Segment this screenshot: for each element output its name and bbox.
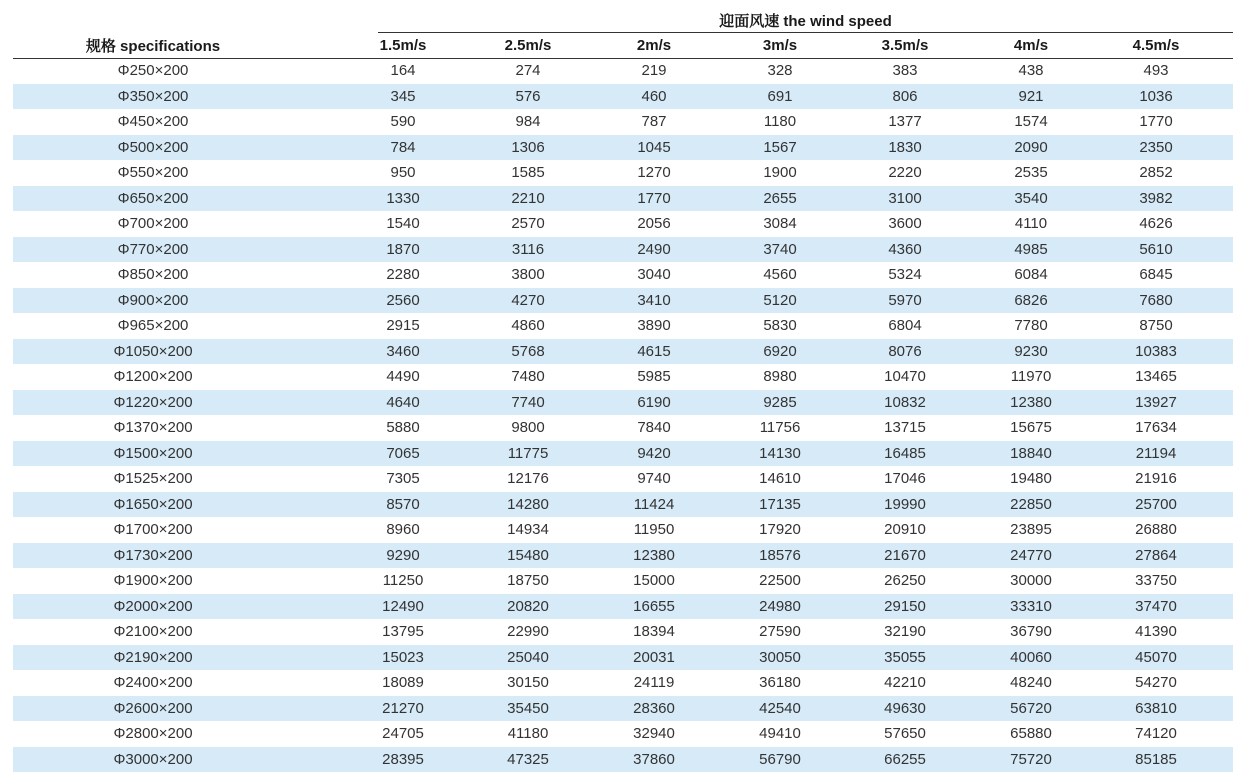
value-cell: 12490 (382, 597, 424, 615)
value-cell: 950 (390, 164, 416, 182)
value-cell: 24980 (759, 597, 801, 615)
value-cell: 49410 (759, 725, 801, 743)
table-row (13, 721, 1233, 747)
value-cell: 41180 (507, 725, 549, 743)
value-cell: 984 (515, 113, 541, 131)
value-cell: 27590 (759, 623, 801, 641)
value-cell: 345 (390, 87, 416, 105)
value-cell: 1270 (637, 164, 671, 182)
spec-cell: Φ1500×200 (113, 444, 193, 462)
column-header: 2m/s (636, 36, 672, 54)
value-cell: 85185 (1135, 750, 1177, 768)
value-cell: 14934 (507, 521, 549, 539)
value-cell: 14610 (759, 470, 801, 488)
value-cell: 1574 (1014, 113, 1048, 131)
spec-cell: Φ1700×200 (113, 521, 193, 539)
value-cell: 19480 (1010, 470, 1052, 488)
value-cell: 3410 (637, 291, 671, 309)
value-cell: 14280 (507, 495, 549, 513)
value-cell: 26250 (884, 572, 926, 590)
value-cell: 1770 (637, 189, 671, 207)
spec-cell: Φ1900×200 (113, 572, 193, 590)
value-cell: 493 (1143, 62, 1169, 80)
value-cell: 33310 (1010, 597, 1052, 615)
value-cell: 54270 (1135, 674, 1177, 692)
value-cell: 4560 (763, 266, 797, 284)
value-cell: 29150 (884, 597, 926, 615)
value-cell: 9290 (386, 546, 420, 564)
value-cell: 21270 (382, 699, 424, 717)
value-cell: 17634 (1135, 419, 1177, 437)
value-cell: 18840 (1010, 444, 1052, 462)
value-cell: 30050 (759, 648, 801, 666)
value-cell: 8750 (1139, 317, 1173, 335)
value-cell: 1870 (386, 240, 420, 258)
value-cell: 576 (515, 87, 541, 105)
value-cell: 15000 (633, 572, 675, 590)
value-cell: 25700 (1135, 495, 1177, 513)
spec-cell: Φ1220×200 (113, 393, 193, 411)
value-cell: 9420 (637, 444, 671, 462)
value-cell: 4490 (386, 368, 420, 386)
value-cell: 18394 (633, 623, 675, 641)
value-cell: 42210 (884, 674, 926, 692)
value-cell: 22850 (1010, 495, 1052, 513)
spec-cell: Φ250×200 (117, 62, 189, 80)
table-row (13, 211, 1233, 237)
value-cell: 8980 (763, 368, 797, 386)
value-cell: 6845 (1139, 266, 1173, 284)
value-cell: 18750 (507, 572, 549, 590)
value-cell: 30150 (507, 674, 549, 692)
table-row (13, 237, 1233, 263)
value-cell: 32190 (884, 623, 926, 641)
value-cell: 1770 (1139, 113, 1173, 131)
column-header: 3.5m/s (881, 36, 929, 54)
value-cell: 9800 (511, 419, 545, 437)
value-cell: 26880 (1135, 521, 1177, 539)
table-row (13, 415, 1233, 441)
value-cell: 15480 (507, 546, 549, 564)
value-cell: 35055 (884, 648, 926, 666)
value-cell: 1585 (511, 164, 545, 182)
value-cell: 20910 (884, 521, 926, 539)
column-header: 2.5m/s (504, 36, 552, 54)
value-cell: 11756 (759, 419, 801, 437)
wind-speed-group-header: 迎面风速 the wind speed (719, 12, 892, 30)
value-cell: 11970 (1010, 368, 1052, 386)
spec-cell: Φ2400×200 (113, 674, 193, 692)
value-cell: 25040 (507, 648, 549, 666)
table-row (13, 594, 1233, 620)
value-cell: 8076 (888, 342, 922, 360)
table-body (13, 58, 1233, 772)
value-cell: 2852 (1139, 164, 1173, 182)
value-cell: 2915 (386, 317, 420, 335)
value-cell: 11424 (633, 495, 675, 513)
value-cell: 460 (641, 87, 667, 105)
value-cell: 1045 (637, 138, 671, 156)
value-cell: 2570 (511, 215, 545, 233)
table-row (13, 696, 1233, 722)
value-cell: 2090 (1014, 138, 1048, 156)
value-cell: 4985 (1014, 240, 1048, 258)
value-cell: 21194 (1135, 444, 1177, 462)
value-cell: 17920 (759, 521, 801, 539)
value-cell: 13927 (1135, 393, 1177, 411)
table-row (13, 441, 1233, 467)
spec-cell: Φ3000×200 (113, 750, 193, 768)
value-cell: 33750 (1135, 572, 1177, 590)
spec-cell: Φ2190×200 (113, 648, 193, 666)
spec-cell: Φ550×200 (117, 164, 189, 182)
table-row (13, 543, 1233, 569)
value-cell: 5970 (888, 291, 922, 309)
value-cell: 15023 (382, 648, 424, 666)
value-cell: 7780 (1014, 317, 1048, 335)
value-cell: 20820 (507, 597, 549, 615)
value-cell: 24770 (1010, 546, 1052, 564)
value-cell: 10832 (884, 393, 926, 411)
value-cell: 6190 (637, 393, 671, 411)
spec-cell: Φ2800×200 (113, 725, 193, 743)
value-cell: 6826 (1014, 291, 1048, 309)
value-cell: 19990 (884, 495, 926, 513)
value-cell: 3600 (888, 215, 922, 233)
value-cell: 11775 (507, 444, 549, 462)
value-cell: 56720 (1010, 699, 1052, 717)
value-cell: 784 (390, 138, 416, 156)
value-cell: 6804 (888, 317, 922, 335)
value-cell: 75720 (1010, 750, 1052, 768)
table-row (13, 466, 1233, 492)
value-cell: 3084 (763, 215, 797, 233)
value-cell: 5985 (637, 368, 671, 386)
value-cell: 3100 (888, 189, 922, 207)
table-row (13, 160, 1233, 186)
table-row (13, 262, 1233, 288)
value-cell: 56790 (759, 750, 801, 768)
spec-cell: Φ1730×200 (113, 546, 193, 564)
value-cell: 1330 (386, 189, 420, 207)
value-cell: 164 (390, 62, 416, 80)
value-cell: 37470 (1135, 597, 1177, 615)
table-row (13, 492, 1233, 518)
value-cell: 41390 (1135, 623, 1177, 641)
value-cell: 20031 (633, 648, 675, 666)
value-cell: 328 (767, 62, 793, 80)
value-cell: 11950 (633, 521, 675, 539)
value-cell: 11250 (382, 572, 424, 590)
value-cell: 4615 (637, 342, 671, 360)
value-cell: 7840 (637, 419, 671, 437)
spec-cell: Φ1050×200 (113, 342, 193, 360)
table-row (13, 288, 1233, 314)
value-cell: 7680 (1139, 291, 1173, 309)
value-cell: 383 (892, 62, 918, 80)
table-row (13, 747, 1233, 773)
value-cell: 7740 (511, 393, 545, 411)
value-cell: 16655 (633, 597, 675, 615)
value-cell: 3890 (637, 317, 671, 335)
table-row (13, 517, 1233, 543)
value-cell: 921 (1018, 87, 1044, 105)
spec-cell: Φ450×200 (117, 113, 189, 131)
table-row (13, 364, 1233, 390)
value-cell: 23895 (1010, 521, 1052, 539)
value-cell: 2210 (511, 189, 545, 207)
value-cell: 2056 (637, 215, 671, 233)
value-cell: 36790 (1010, 623, 1052, 641)
value-cell: 13795 (382, 623, 424, 641)
value-cell: 2280 (386, 266, 420, 284)
spec-cell: Φ2000×200 (113, 597, 193, 615)
value-cell: 1567 (763, 138, 797, 156)
value-cell: 47325 (507, 750, 549, 768)
value-cell: 1180 (763, 113, 797, 131)
value-cell: 438 (1018, 62, 1044, 80)
value-cell: 37860 (633, 750, 675, 768)
value-cell: 22500 (759, 572, 801, 590)
spec-cell: Φ1650×200 (113, 495, 193, 513)
value-cell: 10470 (884, 368, 926, 386)
value-cell: 2535 (1014, 164, 1048, 182)
value-cell: 6084 (1014, 266, 1048, 284)
value-cell: 590 (390, 113, 416, 131)
spec-cell: Φ500×200 (117, 138, 189, 156)
spec-cell: Φ965×200 (117, 317, 189, 335)
table-row (13, 390, 1233, 416)
spec-cell: Φ1525×200 (113, 470, 193, 488)
spec-cell: Φ2600×200 (113, 699, 193, 717)
spec-cell: Φ2100×200 (113, 623, 193, 641)
value-cell: 66255 (884, 750, 926, 768)
value-cell: 14130 (759, 444, 801, 462)
value-cell: 806 (892, 87, 918, 105)
value-cell: 1900 (763, 164, 797, 182)
value-cell: 219 (641, 62, 667, 80)
value-cell: 3740 (763, 240, 797, 258)
value-cell: 24119 (633, 674, 675, 692)
value-cell: 42540 (759, 699, 801, 717)
spec-cell: Φ900×200 (117, 291, 189, 309)
value-cell: 15675 (1010, 419, 1052, 437)
value-cell: 7065 (386, 444, 420, 462)
value-cell: 1830 (888, 138, 922, 156)
spec-cell: Φ1370×200 (113, 419, 193, 437)
value-cell: 57650 (884, 725, 926, 743)
value-cell: 17135 (759, 495, 801, 513)
value-cell: 5120 (763, 291, 797, 309)
value-cell: 9740 (637, 470, 671, 488)
column-header: 4m/s (1013, 36, 1049, 54)
value-cell: 16485 (884, 444, 926, 462)
value-cell: 5610 (1139, 240, 1173, 258)
value-cell: 40060 (1010, 648, 1052, 666)
value-cell: 4860 (511, 317, 545, 335)
table-row (13, 58, 1233, 84)
table-row (13, 619, 1233, 645)
value-cell: 3040 (637, 266, 671, 284)
value-cell: 4110 (1014, 215, 1048, 233)
spec-cell: Φ850×200 (117, 266, 189, 284)
value-cell: 3800 (511, 266, 545, 284)
table-row (13, 84, 1233, 110)
value-cell: 74120 (1135, 725, 1177, 743)
value-cell: 12380 (1010, 393, 1052, 411)
value-cell: 45070 (1135, 648, 1177, 666)
value-cell: 21916 (1135, 470, 1177, 488)
value-cell: 30000 (1010, 572, 1052, 590)
value-cell: 2490 (637, 240, 671, 258)
value-cell: 18089 (382, 674, 424, 692)
value-cell: 274 (515, 62, 541, 80)
table-row (13, 339, 1233, 365)
table-row (13, 135, 1233, 161)
column-header: 1.5m/s (379, 36, 427, 54)
value-cell: 1306 (511, 138, 545, 156)
value-cell: 63810 (1135, 699, 1177, 717)
spec-cell: Φ650×200 (117, 189, 189, 207)
value-cell: 27864 (1135, 546, 1177, 564)
value-cell: 2220 (888, 164, 922, 182)
value-cell: 2655 (763, 189, 797, 207)
wind-speed-column-headers (13, 32, 1233, 58)
value-cell: 24705 (382, 725, 424, 743)
value-cell: 5830 (763, 317, 797, 335)
value-cell: 6920 (763, 342, 797, 360)
value-cell: 13715 (884, 419, 926, 437)
column-header: 3m/s (762, 36, 798, 54)
column-header: 4.5m/s (1132, 36, 1180, 54)
spec-cell: Φ1200×200 (113, 368, 193, 386)
specifications-header: 规格 specifications (85, 37, 221, 55)
value-cell: 2560 (386, 291, 420, 309)
table-row (13, 568, 1233, 594)
value-cell: 5768 (511, 342, 545, 360)
value-cell: 5880 (386, 419, 420, 437)
value-cell: 10383 (1135, 342, 1177, 360)
value-cell: 787 (641, 113, 667, 131)
table-row (13, 109, 1233, 135)
value-cell: 13465 (1135, 368, 1177, 386)
value-cell: 7305 (386, 470, 420, 488)
table-row (13, 645, 1233, 671)
table-row (13, 186, 1233, 212)
value-cell: 2350 (1139, 138, 1173, 156)
value-cell: 3540 (1014, 189, 1048, 207)
value-cell: 17046 (884, 470, 926, 488)
value-cell: 18576 (759, 546, 801, 564)
value-cell: 1540 (386, 215, 420, 233)
value-cell: 4360 (888, 240, 922, 258)
value-cell: 691 (767, 87, 793, 105)
value-cell: 12380 (633, 546, 675, 564)
value-cell: 1377 (888, 113, 922, 131)
value-cell: 9230 (1014, 342, 1048, 360)
value-cell: 1036 (1139, 87, 1173, 105)
value-cell: 3982 (1139, 189, 1173, 207)
table-row (13, 670, 1233, 696)
value-cell: 5324 (888, 266, 922, 284)
value-cell: 28360 (633, 699, 675, 717)
spec-cell: Φ350×200 (117, 87, 189, 105)
value-cell: 65880 (1010, 725, 1052, 743)
value-cell: 4640 (386, 393, 420, 411)
value-cell: 12176 (507, 470, 549, 488)
table-row (13, 313, 1233, 339)
value-cell: 7480 (511, 368, 545, 386)
value-cell: 3460 (386, 342, 420, 360)
value-cell: 49630 (884, 699, 926, 717)
value-cell: 28395 (382, 750, 424, 768)
value-cell: 4270 (511, 291, 545, 309)
value-cell: 8960 (386, 521, 420, 539)
spec-cell: Φ770×200 (117, 240, 189, 258)
value-cell: 8570 (386, 495, 420, 513)
value-cell: 9285 (763, 393, 797, 411)
value-cell: 36180 (759, 674, 801, 692)
value-cell: 32940 (633, 725, 675, 743)
value-cell: 35450 (507, 699, 549, 717)
value-cell: 3116 (511, 240, 545, 258)
value-cell: 48240 (1010, 674, 1052, 692)
spec-cell: Φ700×200 (117, 215, 189, 233)
value-cell: 22990 (507, 623, 549, 641)
value-cell: 4626 (1139, 215, 1173, 233)
value-cell: 21670 (884, 546, 926, 564)
